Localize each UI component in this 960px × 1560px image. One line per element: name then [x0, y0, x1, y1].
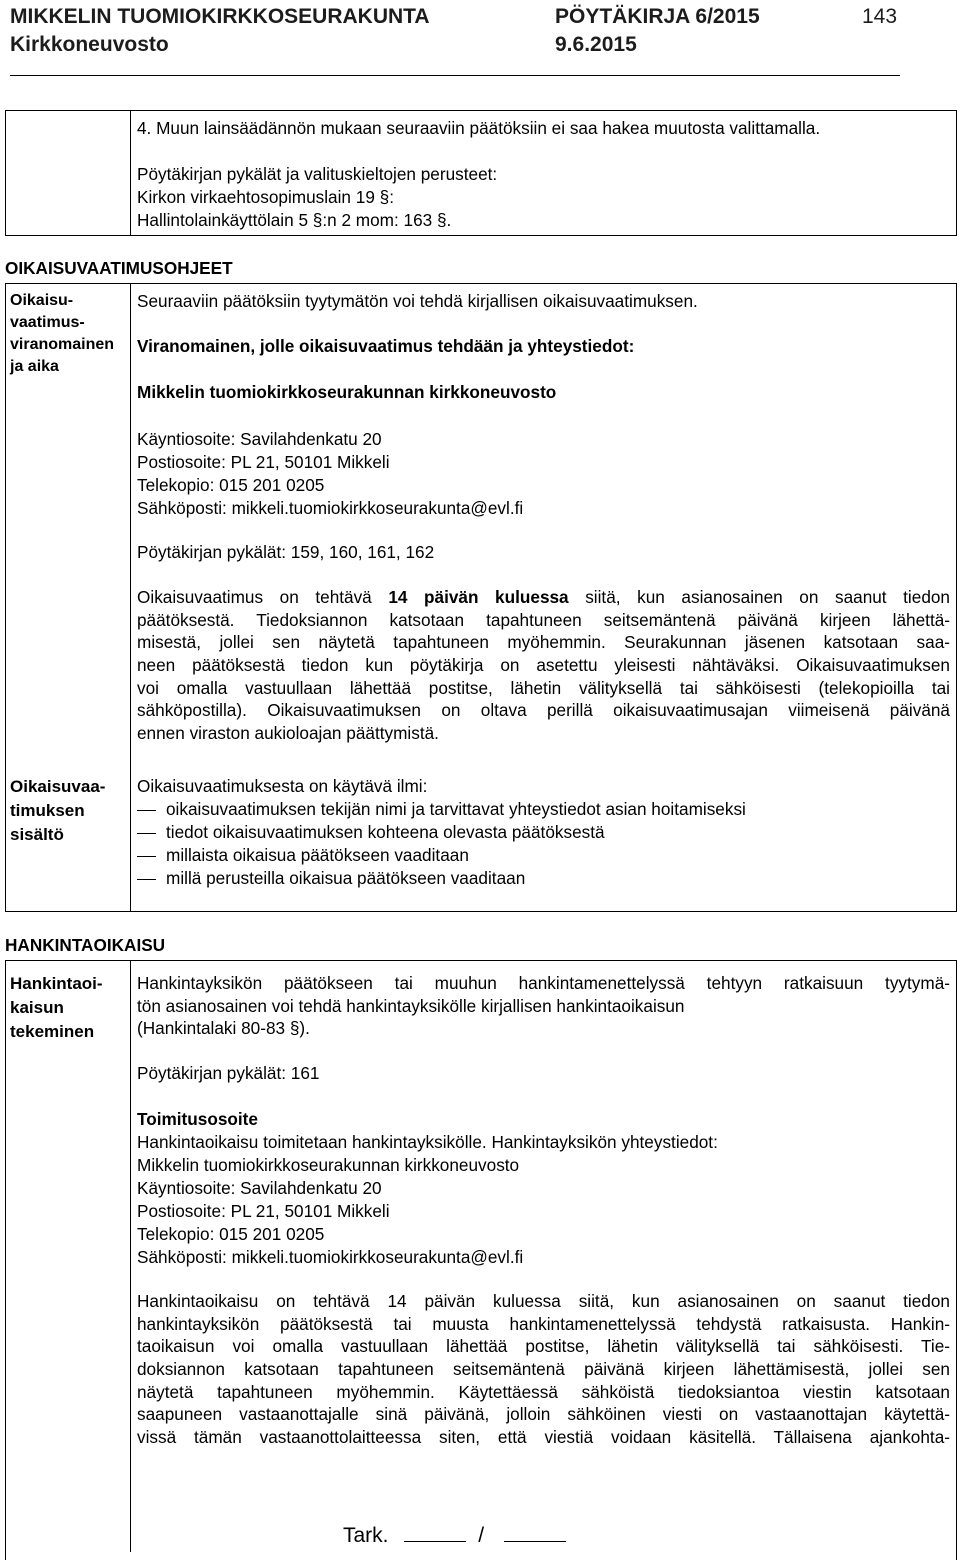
oikaisu-intro: Seuraaviin päätöksiin tyytymätön voi tehdä kirjallisen oikaisuvaatimuksen. — [137, 291, 698, 311]
exclusion-item-4: 4. Muun lainsäädännön mukaan seuraaviin päätöksiin ei saa hakea muutosta valittamalla. — [137, 118, 821, 138]
paragraph-line: doksiannon katsotaan tapahtuneen seitsemäntenä päivänä kirjeen lähettämisestä, jollei sen — [137, 1359, 950, 1380]
paragraph-line: voi omalla vastuullaan lähettää postitse, lähetin välityksellä tai sähköisesti (telekopioilla tai — [137, 677, 950, 698]
fax-number: Telekopio: 015 201 0205 — [137, 475, 325, 495]
dash-bullet — [137, 833, 156, 834]
paragraph-line: vissä tämän vastaanottolaitteessa siten, että viestiä voidaan käsitellä. Tällaisena ajankohta- — [137, 1427, 950, 1448]
content-item: tiedot oikaisuvaatimuksen kohteena olevasta päätöksestä — [166, 822, 605, 842]
dash-bullet — [137, 879, 156, 880]
hankinta-deadline-paragraph — [137, 1290, 950, 1449]
paragraph-line: näytetä tapahtuneen myöhemmin. Käytettäessä sähköistä tiedoksiantoa viestin katsotaan — [137, 1381, 950, 1402]
postal-address: Postiosoite: PL 21, 50101 Mikkeli — [137, 1201, 390, 1221]
visiting-address: Käyntiosoite: Savilahdenkatu 20 — [137, 1178, 382, 1198]
signature-line — [404, 1541, 466, 1542]
meeting-date: 9.6.2015 — [555, 33, 637, 56]
paragraph-line: neen päätöksestä tiedon kun pöytäkirja on asetettu yleisesti nähtäväksi. Oikaisuvaatimuksen — [137, 655, 950, 676]
column-divider — [130, 283, 131, 912]
paragraph-line: sähköpostilla). Oikaisuvaatimuksen on oltava perillä oikaisuvaatimusajan viimeisenä päivänä — [137, 700, 950, 721]
organization-name: MIKKELIN TUOMIOKIRKKOSEURAKUNTA — [10, 5, 430, 28]
deadline-emphasis: 14 päivän kuluessa — [388, 587, 569, 607]
section-title-oikaisu: OIKAISUVAATIMUSOHJEET — [5, 258, 233, 278]
header-divider — [10, 75, 900, 76]
grounds-line-2: Hallintolainkäyttölain 5 §:n 2 mom: 163 §. — [137, 210, 452, 230]
delivery-text: Hankintaoikaisu toimitetaan hankintayksikölle. Hankintayksikön yhteystiedot: — [137, 1132, 718, 1152]
postal-address: Postiosoite: PL 21, 50101 Mikkeli — [137, 452, 390, 472]
footer-review — [343, 1524, 566, 1548]
authority-name: Mikkelin tuomiokirkkoseurakunnan kirkkoneuvosto — [137, 382, 557, 402]
label-authority-and-time: Oikaisu- vaatimus- viranomainen ja aika — [10, 292, 115, 375]
delivery-title: Toimitusosoite — [137, 1109, 258, 1129]
email-address: Sähköposti: mikkeli.tuomiokirkkoseurakunta@evl.fi — [137, 498, 524, 518]
review-separator: / — [478, 1524, 485, 1547]
authority-heading: Viranomainen, jolle oikaisuvaatimus tehdään ja yhteystiedot: — [137, 336, 635, 356]
column-divider — [130, 960, 131, 1552]
grounds-line-1: Kirkon virkaehtosopimuslain 19 §: — [137, 187, 394, 207]
content-item: millä perusteilla oikaisua päätökseen vaaditaan — [166, 868, 526, 888]
procurement-sections: Pöytäkirjan pykälät: 161 — [137, 1063, 320, 1083]
authority-name: Mikkelin tuomiokirkkoseurakunnan kirkkoneuvosto — [137, 1155, 520, 1175]
visiting-address: Käyntiosoite: Savilahdenkatu 20 — [137, 429, 382, 449]
dash-bullet — [137, 810, 156, 811]
paragraph-line: taoikaisun voi omalla vastuullaan lähettää postitse, lähetin välityksellä tai sähköisesti. Tie- — [137, 1336, 950, 1357]
review-label: Tark. — [343, 1524, 389, 1547]
paragraph-line: ennen viraston aukioloajan päättymistä. — [137, 723, 439, 744]
dash-bullet — [137, 856, 156, 857]
section-title-hankinta: HANKINTAOIKAISU — [5, 935, 166, 955]
document-title: PÖYTÄKIRJA 6/2015 — [555, 5, 760, 28]
oikaisu-deadline-paragraph — [137, 586, 950, 745]
grounds-title: Pöytäkirjan pykälät ja valituskieltojen perusteet: — [137, 164, 498, 184]
content-item: oikaisuvaatimuksen tekijän nimi ja tarvittavat yhteystiedot asian hoitamiseksi — [166, 799, 746, 819]
meeting-body: Kirkkoneuvosto — [10, 33, 169, 56]
paragraph-line: Hankintaoikaisu on tehtävä 14 päivän kuluessa siitä, kun asianosainen on saanut tiedon — [137, 1291, 950, 1311]
paragraph-line: päätöksestä. Tiedoksiannon katsotaan tapahtuneen seitsemäntenä päivänä kirjeen lähettä- — [137, 609, 950, 630]
label-appeal-content: Oikaisuvaa- timuksen sisältö — [10, 777, 106, 844]
paragraph-line: tön asianosainen voi tehdä hankintayksikölle kirjallisen hankintaoikaisun — [137, 995, 685, 1016]
deadline-text: siitä, kun asianosainen on saanut tiedon — [568, 587, 950, 607]
content-intro: Oikaisuvaatimuksesta on käytävä ilmi: — [137, 776, 428, 796]
paragraph-line: misestä, jollei sen näytetä tapahtuneen myöhemmin. Seurakunnan jäsenen katsotaan saa- — [137, 632, 950, 653]
column-divider — [130, 110, 131, 236]
fax-number: Telekopio: 015 201 0205 — [137, 1224, 325, 1244]
content-item: millaista oikaisua päätökseen vaaditaan — [166, 845, 469, 865]
label-procurement-correction: Hankintaoi- kaisun tekeminen — [10, 974, 103, 1041]
paragraph-line: Hankintayksikön päätökseen tai muuhun hankintamenettelyssä tehtyyn ratkaisuun tyytymä- — [137, 973, 950, 993]
paragraph-line: (Hankintalaki 80-83 §). — [137, 1018, 310, 1039]
deadline-text: Oikaisuvaatimus on tehtävä — [137, 587, 389, 607]
email-address: Sähköposti: mikkeli.tuomiokirkkoseurakunta@evl.fi — [137, 1247, 524, 1267]
paragraph-line: saapuneen vastaanottajalle sinä päivänä, jolloin sähköinen viesti on vastaanottajan käytettä- — [137, 1404, 950, 1425]
signature-line — [504, 1541, 566, 1542]
page-number: 143 — [862, 5, 898, 28]
paragraph-line: hankintayksikön päätöksestä tai muusta hankintamenettelyssä tehdystä ratkaisusta. Hankin- — [137, 1313, 950, 1334]
decision-sections: Pöytäkirjan pykälät: 159, 160, 161, 162 — [137, 542, 435, 562]
hankinta-intro-paragraph — [137, 972, 950, 1040]
